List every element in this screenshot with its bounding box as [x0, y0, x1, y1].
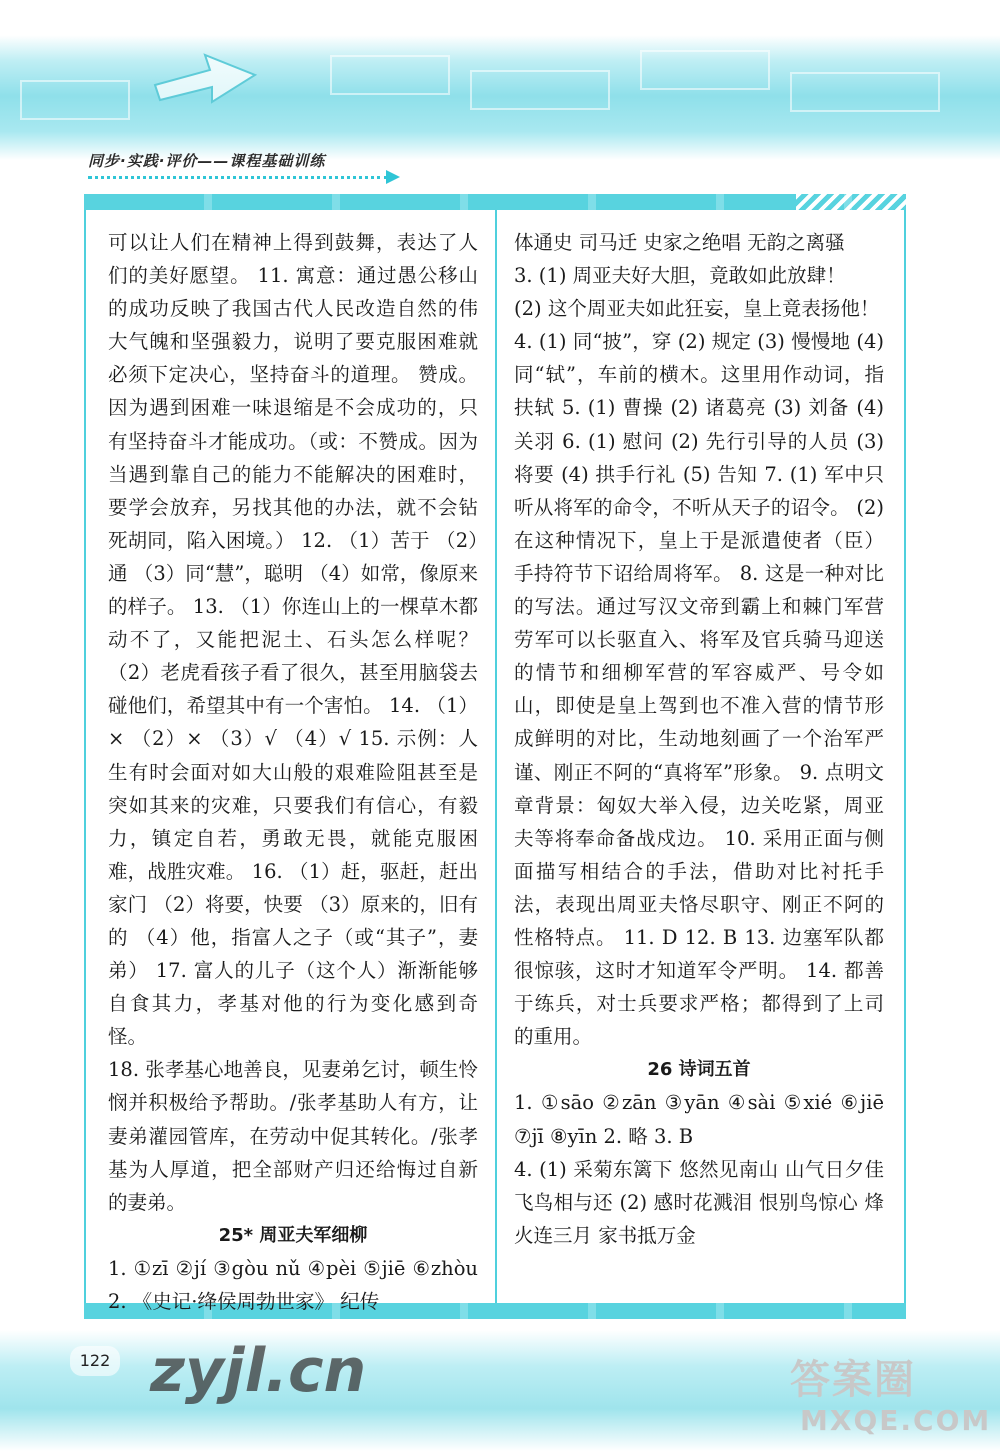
- section-heading: 25* 周亚夫军细柳: [218, 1224, 368, 1246]
- running-title: 同步·实践·评价——课程基础训练: [88, 152, 326, 170]
- answer-paragraph: 可以让人们在精神上得到鼓舞，表达了人们的美好愿望。 11. 寓意：通过愚公移山的成功反映了我国古代人民改造自然的伟大气魄和坚强毅力，说明了要克服困难就必须下定决心，坚持奋斗的道理。 赞成。因为遇到困难一味退缩是不会成功的，只有坚持奋斗才能成功。（或：不赞成。因为当遇到靠自己的能力不能解决的困难时，要学会放弃，另找其他的办法，就不会钻死胡同，陷入困境。） 12. （1）苦于 （2）通 （3）同“慧”，聪明 （4）如常，像原来的样子。 13. （1）你连山上的一棵草木都动不了，又能把泥土、石头怎么样呢？ （2）老虎看孩子看了很久，甚至用脑袋去碰他们，希望其中有一个害怕。 14. （1）× （2）× （3）√ （4）√ 15. 示例：人生有时会面对如大山般的艰难险阻甚至是突如其来的灾难，只要我们有信心，有毅力，镇定自若，勇敢无畏，就能克服困难，战胜灾难。 16. （1）赶，驱赶，赶出家门 （2）将要，快要 （3）原来的，旧有的 （4）他，指富人之子（或“其子”，妻弟） 17. 富人的儿子（这个人）渐渐能够自食其力，孝基对他的行为变化感到奇怪。: [108, 231, 478, 1049]
- left-column: [108, 226, 478, 1318]
- banner-brick: [640, 50, 770, 90]
- answer-paragraph: 4. (1) 采菊东篱下 悠然见南山 山气日夕佳 飞鸟相与还 (2) 感时花溅泪 恨别鸟惊心 烽火连三月 家书抵万金: [514, 1157, 884, 1247]
- answer-paragraph: 体通史 司马迁 史家之绝唱 无韵之离骚: [514, 231, 845, 254]
- watermark-right-top: 答案圈: [790, 1357, 916, 1403]
- section-heading: 26 诗词五首: [647, 1059, 751, 1081]
- top-banner: [0, 0, 1000, 160]
- banner-brick: [790, 72, 940, 112]
- banner-brick: [330, 55, 450, 95]
- frame-top-bar: [84, 194, 906, 210]
- watermark-right-bottom: MXQE.COM: [800, 1404, 992, 1437]
- arrow-decoration-icon: [150, 40, 260, 110]
- answer-paragraph: (2) 这个周亚夫如此狂妄，皇上竟表扬他！: [514, 297, 880, 321]
- banner-brick: [20, 80, 130, 120]
- page-number: 122: [70, 1346, 120, 1376]
- watermark-left: zyjl.cn: [150, 1336, 367, 1406]
- answer-paragraph: 18. 张孝基心地善良，见妻弟乞讨，顿生怜悯并积极给予帮助。/张孝基助人有方，让妻弟灌园管库，在劳动中促其转化。/张孝基为人厚道，把全部财产归还给悔过自新的妻弟。: [108, 1058, 478, 1214]
- answer-paragraph: 4. (1) 同“披”，穿 (2) 规定 (3) 慢慢地 (4) 同“轼”，车前的横木。这里用作动词，指扶轼 5. (1) 曹操 (2) 诸葛亮 (3) 刘备 (4) 关羽 6. (1) 慰问 (2) 先行引导的人员 (3) 将要 (4) 拱手行礼 (5) 告知 7. (1) 军中只听从将军的命令，不听从天子的诏令。 (2) 在这种情况下，皇上于是派遣使者（臣）手持符节下诏给周将军。 8. 这是一种对比的写法。通过写汉文帝到霸上和棘门军营劳军可以长驱直入、将军及官兵骑马迎送的情节和细柳军营的军容威严、号令如山，即使是皇上驾到也不准入营的情节形成鲜明的对比，生动地刻画了一个治军严谨、刚正不阿的“真将军”形象。 9. 点明文章背景：匈奴大举入侵，边关吃紧，周亚夫等将奉命备战戍边。 10. 采用正面与侧面描写相结合的手法，借助对比衬托手法，表现出周亚夫恪尽职守、刚正不阿的性格特点。 11. D 12. B 13. 边塞军队都很惊骇，这时才知道军令严明。 14. 都善于练兵，对士兵要求严格；都得到了上司的重用。: [514, 330, 884, 1049]
- running-title-rule: [88, 176, 388, 179]
- running-title-arrow-icon: [386, 170, 400, 184]
- answer-paragraph: 1. ①zī ②jí ③gòu nǔ ④pèi ⑤jiē ⑥zhòu 2. 《史记·绛侯周勃世家》 纪传: [108, 1256, 478, 1313]
- column-divider: [495, 210, 497, 1303]
- right-column: [514, 226, 884, 1252]
- answer-paragraph: 1. ①sāo ②zān ③yān ④sài ⑤xié ⑥jiē ⑦jī ⑧yīn 2. 略 3. B: [514, 1091, 884, 1148]
- answer-paragraph: 3. (1) 周亚夫好大胆，竟敢如此放肆！: [514, 264, 846, 288]
- banner-brick: [470, 70, 610, 110]
